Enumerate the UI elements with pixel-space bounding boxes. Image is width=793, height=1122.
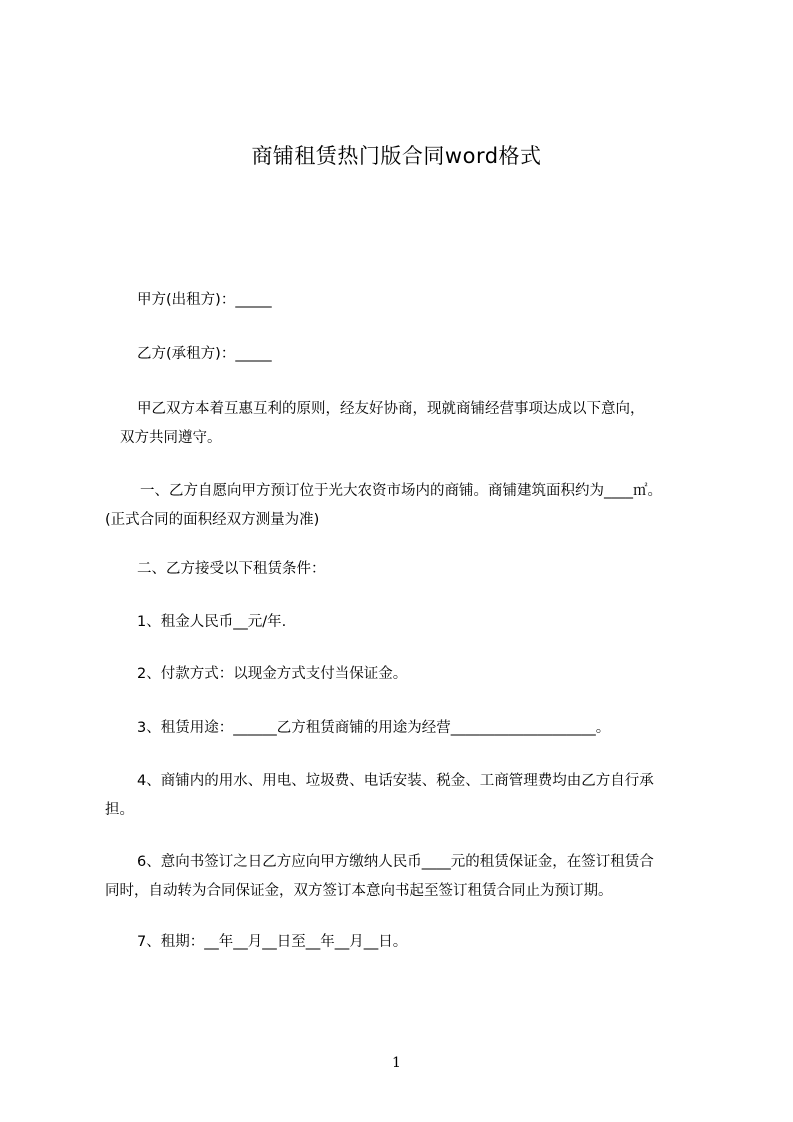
item-6-line-1: 6、意向书签订之日乙方应向甲方缴纳人民币____元的租赁保证金，在签订租赁合 bbox=[137, 854, 654, 870]
party-b-line: 乙方(承租方)：_____ bbox=[137, 346, 272, 362]
party-a-line: 甲方(出租方)：_____ bbox=[137, 292, 272, 308]
item-4-paragraph bbox=[105, 767, 654, 825]
item-4-line-2: 担。 bbox=[105, 802, 134, 818]
document-title: 商铺租赁热门版合同word格式 bbox=[251, 144, 542, 168]
item-3-usage: 3、租赁用途：______乙方租赁商铺的用途为经营____________________。 bbox=[137, 720, 611, 736]
clause-1-line-2: (正式合同的面积经双方测量为准) bbox=[105, 512, 320, 528]
item-1-rent: 1、租金人民币__元/年. bbox=[137, 614, 287, 630]
item-4-line-1: 4、商铺内的用水、用电、垃圾费、电话安装、税金、工商管理费均由乙方自行承 bbox=[137, 773, 654, 789]
intro-line-1: 甲乙双方本着互惠互利的原则，经友好协商，现就商铺经营事项达成以下意向， bbox=[137, 401, 645, 417]
intro-line-2: 双方共同遵守。 bbox=[120, 430, 222, 446]
intro-paragraph bbox=[120, 395, 645, 453]
clause-1-paragraph bbox=[105, 477, 662, 535]
item-6-line-2: 同时，自动转为合同保证金，双方签订本意向书起至签订租赁合同止为预订期。 bbox=[105, 883, 613, 899]
item-6-paragraph bbox=[105, 848, 654, 906]
item-7-term: 7、租期：__年__月__日至__年__月__日。 bbox=[137, 934, 408, 950]
page-number: 1 bbox=[392, 1055, 401, 1071]
item-2-payment: 2、付款方式：以现金方式支付当保证金。 bbox=[137, 666, 408, 682]
clause-1-line-1: 一、乙方自愿向甲方预订位于光大农资市场内的商铺。商铺建筑面积约为____㎡。 bbox=[140, 483, 662, 499]
clause-2-heading: 二、乙方接受以下租赁条件： bbox=[137, 561, 326, 577]
